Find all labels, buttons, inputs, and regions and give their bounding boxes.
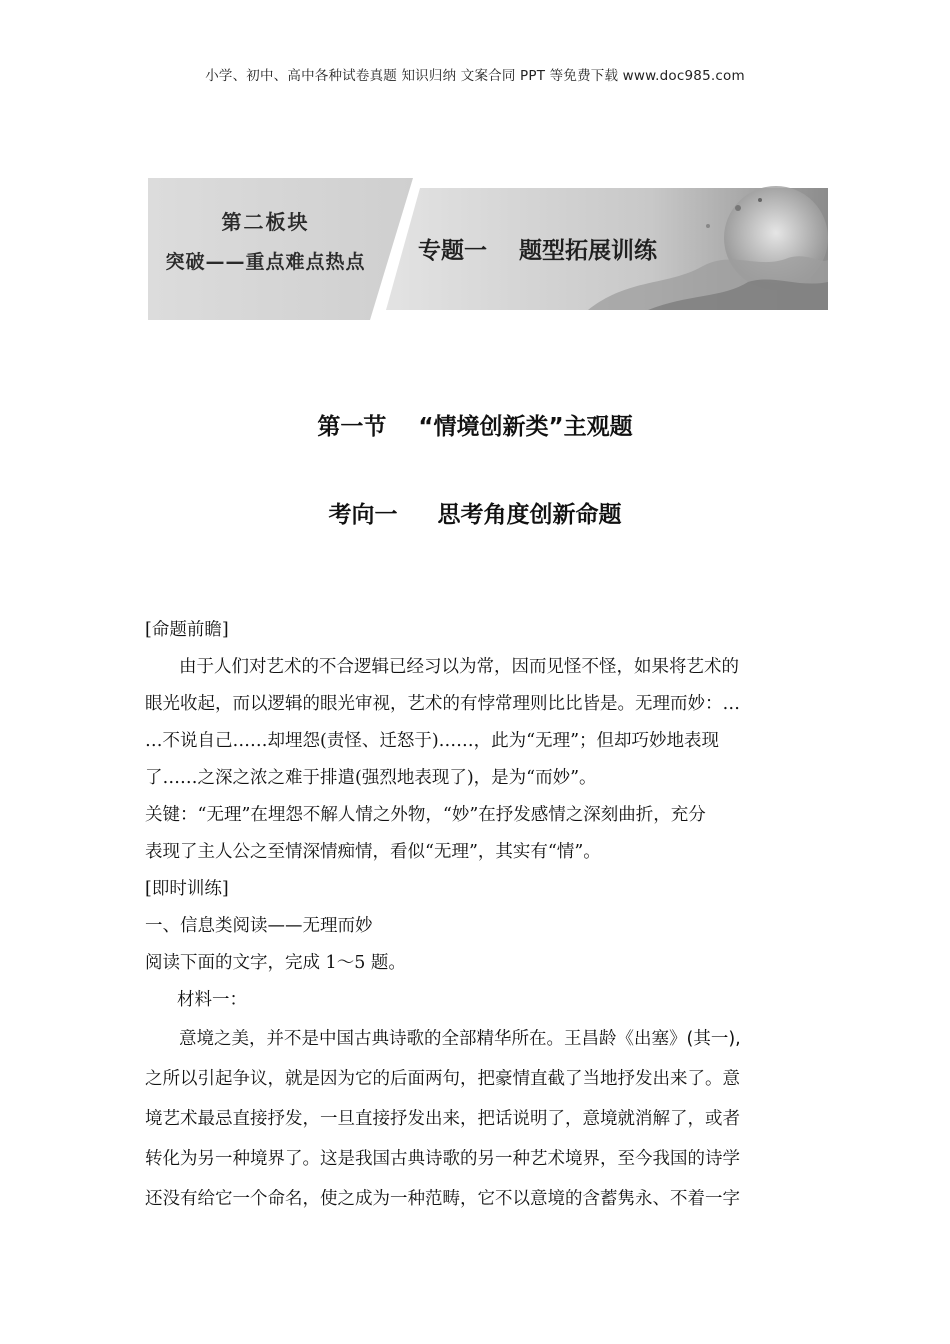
instruction-line: 阅读下面的文字，完成 1～5 题。 xyxy=(145,953,406,973)
banner-part-label: 第二板块 xyxy=(221,210,310,234)
exercise-heading: 一、信息类阅读——无理而妙 xyxy=(145,916,373,936)
paragraph-line: 了……之深之浓之难于排遣(强烈地表现了)，是为“而妙”。 xyxy=(145,768,597,788)
banner-part-subtitle: 突破——重点难点热点 xyxy=(165,251,366,273)
chapter-banner xyxy=(148,178,828,320)
material-line: 还没有给它一个命名，使之成为一种范畴，它不以意境的含蓄隽永、不着一字 xyxy=(145,1189,740,1209)
material-line: 之所以引起争议，就是因为它的后面两句，把豪情直截了当地抒发出来了。意 xyxy=(145,1069,740,1089)
material-line: 转化为另一种境界了。这是我国古典诗歌的另一种艺术境界，至今我国的诗学 xyxy=(145,1149,740,1169)
material-line: 境艺术最忌直接抒发，一旦直接抒发出来，把话说明了，意境就消解了，或者 xyxy=(145,1109,740,1129)
sub-title: 考向一 思考角度创新命题 xyxy=(328,502,622,528)
bracket-heading-preview: [命题前瞻] xyxy=(145,620,229,640)
paragraph-line: 眼光收起，而以逻辑的眼光审视，艺术的有悖常理则比比皆是。无理而妙：… xyxy=(145,694,740,714)
key-point-line: 表现了主人公之至情深情痴情，看似“无理”，其实有“情”。 xyxy=(145,842,601,862)
body-text xyxy=(145,612,807,1219)
paragraph-line: 由于人们对艺术的不合逻辑已经习以为常，因而见怪不怪，如果将艺术的 xyxy=(179,657,739,677)
material-line: 意境之美，并不是中国古典诗歌的全部精华所在。王昌龄《出塞》(其一), xyxy=(179,1029,741,1049)
key-point-line: 关键：“无理”在埋怨不解人情之外物，“妙”在抒发感情之深刻曲折，充分 xyxy=(145,805,706,825)
top-banner-text: 小学、初中、高中各种试卷真题 知识归纳 文案合同 PPT 等免费下载 www.doc985.com xyxy=(205,68,745,84)
paragraph-line: …不说自己……却埋怨(责怪、迁怒于)……，此为“无理”；但却巧妙地表现 xyxy=(145,731,720,751)
section-title: 第一节 “情境创新类”主观题 xyxy=(317,414,633,440)
banner-left-block xyxy=(148,206,383,274)
bracket-heading-training: [即时训练] xyxy=(145,879,229,899)
banner-topic-title: 专题一 题型拓展训练 xyxy=(418,238,658,264)
material-label: 材料一： xyxy=(177,990,247,1010)
